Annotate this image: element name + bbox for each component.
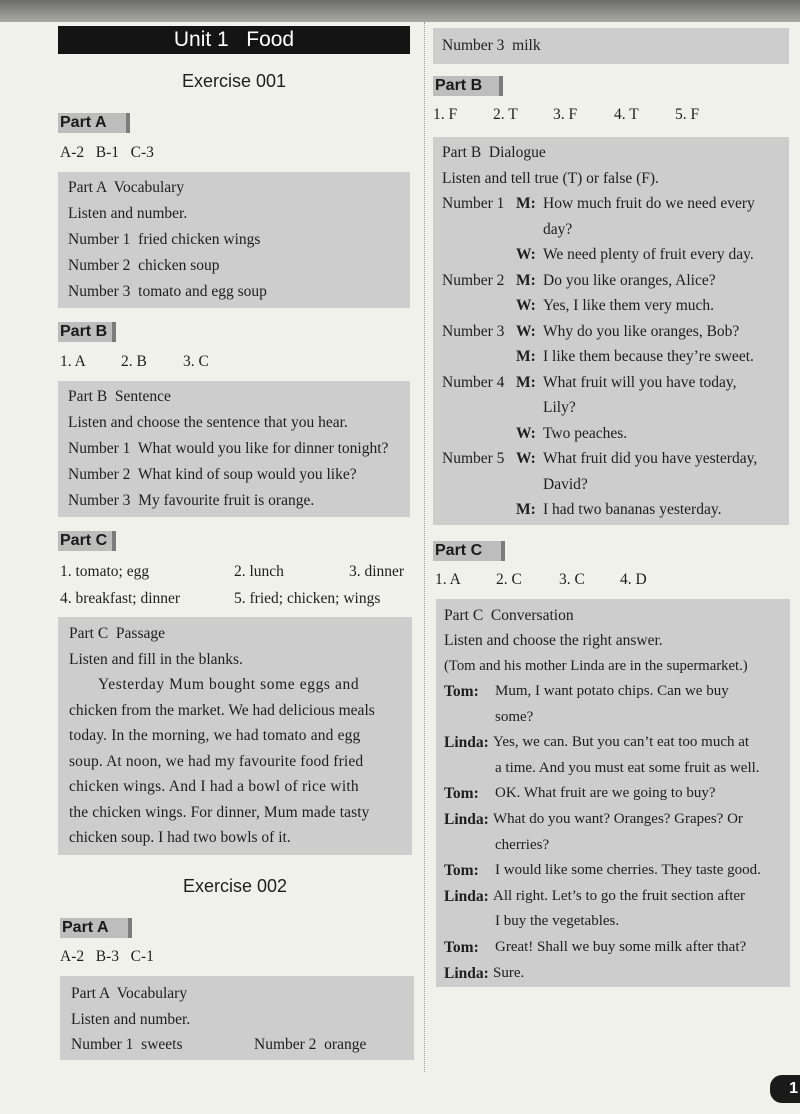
script-line: today. In the morning, we had tomato and egg xyxy=(69,727,361,744)
unit-title: Unit 1 Food xyxy=(173,28,295,51)
carryover-script xyxy=(433,28,789,64)
dialogue-text: Do you like oranges, Alice? xyxy=(543,271,716,289)
page-top-edge xyxy=(0,0,800,22)
ex2-part-b-answer-3: 3. F xyxy=(553,106,578,123)
conversation-speaker: Tom: xyxy=(444,683,479,700)
conversation-speaker: Linda: xyxy=(444,964,489,982)
script-line: Yesterday Mum bought some eggs and xyxy=(98,676,360,693)
dialogue-text: I had two bananas yesterday. xyxy=(543,501,722,518)
column-divider xyxy=(424,22,425,1072)
ex2-part-b-answer-4: 4. T xyxy=(614,106,639,123)
ex2-part-b-answer-5: 5. F xyxy=(675,106,700,123)
dialogue-speaker: W: xyxy=(516,322,536,340)
dialogue-text: I like them because they’re sweet. xyxy=(543,348,754,365)
ex1-part-c-answer-1: 1. tomato; egg xyxy=(60,563,150,580)
ex2-part-b-answer-2: 2. T xyxy=(493,106,518,123)
script-line: Number 3 milk xyxy=(442,37,541,54)
ex1-part-b-script xyxy=(58,381,410,517)
conversation-text: cherries? xyxy=(495,836,550,853)
dialogue-text: Two peaches. xyxy=(543,424,628,442)
exercise-001-title: Exercise 001 xyxy=(181,71,287,91)
script-line: chicken from the market. We had delicious meals xyxy=(69,702,375,719)
conversation-text: Sure. xyxy=(493,964,525,981)
conversation-speaker: Linda: xyxy=(444,811,489,828)
script-instruction: Listen and tell true (T) or false (F). xyxy=(442,170,659,187)
dialogue-speaker: M: xyxy=(516,271,536,289)
script-context: (Tom and his mother Linda are in the supermarket.) xyxy=(444,658,748,674)
dialogue-speaker: W: xyxy=(516,450,536,467)
conversation-speaker: Linda: xyxy=(444,734,489,752)
dialogue-number: Number 4 xyxy=(442,373,505,391)
ex2-part-b-answer-1: 1. F xyxy=(433,106,458,123)
script-line: Part B Sentence xyxy=(68,388,171,405)
script-heading: Part C Conversation xyxy=(444,607,574,624)
script-line: Listen and number. xyxy=(71,1011,191,1028)
dialogue-speaker: W: xyxy=(516,424,536,442)
dialogue-speaker: W: xyxy=(516,246,536,263)
ex1-part-a-label: Part A xyxy=(58,113,130,133)
ex1-part-c-answer-3: 3. dinner xyxy=(349,563,405,580)
ex1-part-c-label: Part C xyxy=(58,531,116,551)
script-line: chicken wings. And I had a bowl of rice with xyxy=(69,778,359,795)
script-line: Number 3 tomato and egg soup xyxy=(68,283,267,300)
ex1-part-a-script xyxy=(58,172,410,308)
ex2-part-c-script xyxy=(436,599,790,987)
conversation-text: All right. Let’s to go the fruit section after xyxy=(493,887,746,904)
ex1-part-b-answer-1: 1. A xyxy=(60,353,86,370)
page-number: 1 xyxy=(770,1075,800,1103)
conversation-text: Mum, I want potato chips. Can we buy xyxy=(495,683,729,699)
ex2-part-a-script xyxy=(60,976,414,1060)
conversation-text: What do you want? Oranges? Grapes? Or xyxy=(493,811,743,827)
script-line: Number 2 What kind of soup would you like? xyxy=(68,466,357,483)
script-line: Number 3 My favourite fruit is orange. xyxy=(68,492,315,509)
ex2-part-c-answer-2: 2. C xyxy=(496,571,522,588)
script-line: Number 2 chicken soup xyxy=(68,257,220,274)
dialogue-text: What fruit did you have yesterday, xyxy=(543,450,758,467)
conversation-text: a time. And you must eat some fruit as well. xyxy=(495,759,760,776)
script-line: chicken soup. I had two bowls of it. xyxy=(69,829,291,846)
dialogue-speaker: M: xyxy=(516,195,536,212)
dialogue-text: Yes, I like them very much. xyxy=(543,297,715,314)
exercise-002-title: Exercise 002 xyxy=(182,876,288,896)
ex2-part-c-answer-1: 1. A xyxy=(435,571,461,588)
ex1-part-c-answer-4: 4. breakfast; dinner xyxy=(60,590,181,607)
script-line: Part A Vocabulary xyxy=(71,985,188,1002)
script-line: Number 2 orange xyxy=(254,1036,367,1053)
dialogue-speaker: M: xyxy=(516,373,536,391)
script-line: the chicken wings. For dinner, Mum made tasty xyxy=(69,804,370,821)
script-line: Number 1 fried chicken wings xyxy=(68,231,261,248)
script-heading: Part B Dialogue xyxy=(442,144,546,161)
unit-title-bar xyxy=(58,26,410,54)
script-line: Listen and number. xyxy=(68,205,188,222)
ex1-part-b-answer-3: 3. C xyxy=(183,353,209,370)
script-line: Number 1 sweets xyxy=(71,1036,183,1053)
ex1-part-b-label: Part B xyxy=(58,322,116,342)
ex2-part-c-answer-3: 3. C xyxy=(559,571,585,588)
ex1-part-b-answer-2: 2. B xyxy=(121,353,147,370)
dialogue-speaker: M: xyxy=(516,501,536,518)
ex1-part-c-script xyxy=(58,617,412,855)
dialogue-text: Lily? xyxy=(543,399,576,416)
dialogue-text: Why do you like oranges, Bob? xyxy=(543,322,740,340)
dialogue-speaker: M: xyxy=(516,348,536,365)
dialogue-text: David? xyxy=(543,475,588,493)
conversation-text: I buy the vegetables. xyxy=(495,913,620,930)
conversation-text: Great! Shall we buy some milk after that? xyxy=(495,939,747,955)
dialogue-text: We need plenty of fruit every day. xyxy=(543,246,754,263)
ex2-part-a-label: Part A xyxy=(60,918,132,938)
script-line: Listen and choose the sentence that you hear. xyxy=(68,414,348,431)
dialogue-text: How much fruit do we need every xyxy=(543,195,755,212)
conversation-speaker: Linda: xyxy=(444,887,489,905)
ex2-part-c-label: Part C xyxy=(433,541,505,561)
conversation-speaker: Tom: xyxy=(444,785,479,803)
ex2-part-b-label: Part B xyxy=(433,76,503,96)
script-instruction: Listen and choose the right answer. xyxy=(444,632,663,649)
ex1-part-c-answer-2: 2. lunch xyxy=(234,563,284,580)
dialogue-number: Number 1 xyxy=(442,195,505,212)
conversation-text: some? xyxy=(495,708,534,725)
dialogue-number: Number 2 xyxy=(442,271,505,289)
conversation-text: OK. What fruit are we going to buy? xyxy=(495,785,716,802)
ex2-part-b-script xyxy=(433,137,789,525)
dialogue-number: Number 5 xyxy=(442,450,505,467)
script-line: Part C Passage xyxy=(69,625,166,642)
script-line: soup. At noon, we had my favourite food fried xyxy=(69,753,364,770)
dialogue-text: What fruit will you have today, xyxy=(543,373,737,391)
conversation-text: Yes, we can. But you can’t eat too much at xyxy=(493,734,750,751)
script-line: Listen and fill in the blanks. xyxy=(69,651,243,668)
script-line: Number 1 What would you like for dinner tonight? xyxy=(68,440,389,457)
ex1-part-c-answer-5: 5. fried; chicken; wings xyxy=(234,590,381,607)
dialogue-speaker: W: xyxy=(516,297,536,314)
dialogue-text: day? xyxy=(543,220,573,238)
ex2-part-c-answer-4: 4. D xyxy=(620,571,647,588)
conversation-text: I would like some cherries. They taste good. xyxy=(495,862,761,879)
ex1-part-a-answers: A-2 B-1 C-3 xyxy=(60,144,154,161)
dialogue-number: Number 3 xyxy=(442,322,505,340)
ex2-part-a-answers: A-2 B-3 C-1 xyxy=(60,948,154,965)
conversation-speaker: Tom: xyxy=(444,862,479,880)
script-line: Part A Vocabulary xyxy=(68,179,185,196)
conversation-speaker: Tom: xyxy=(444,939,479,956)
